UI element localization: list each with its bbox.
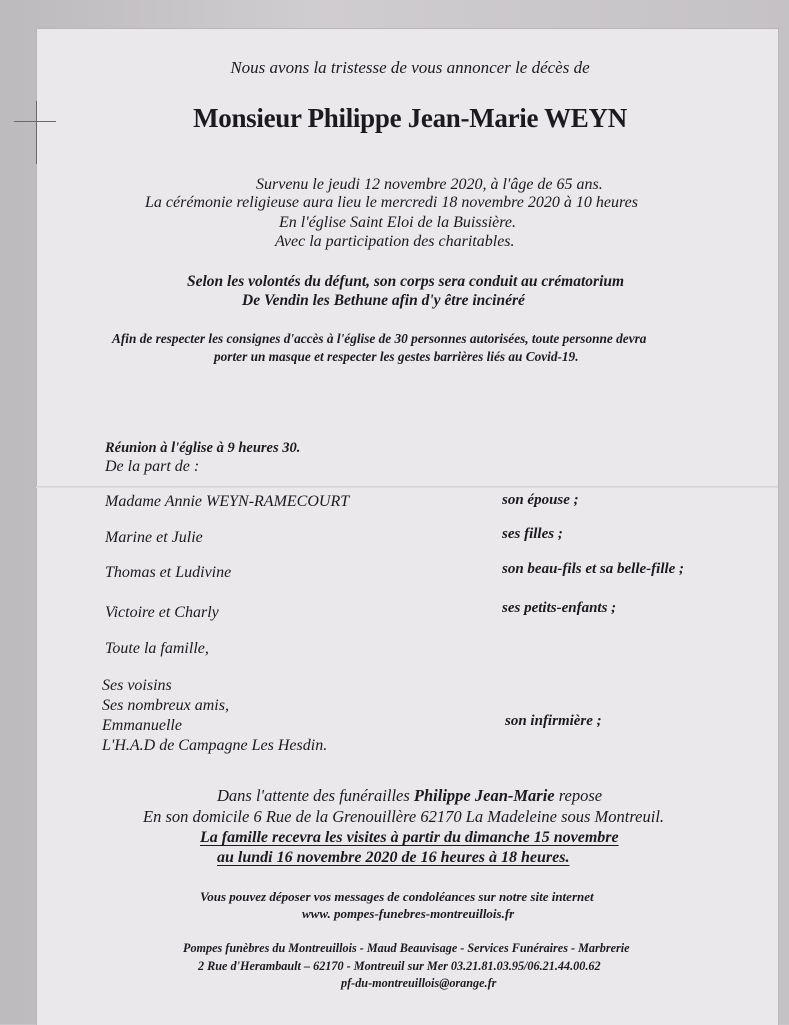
detail-line-1: Survenu le jeudi 12 novembre 2020, à l'âge de 65 ans. <box>256 176 603 193</box>
covid-line-1: Afin de respecter les consignes d'accès à l'église de 30 personnes autorisées, toute personne devra <box>112 331 647 346</box>
family-name-4: Victoire et Charly <box>105 604 219 621</box>
wishes-line-2: De Vendin les Bethune afin d'y être incinéré <box>242 292 525 309</box>
covid-line-2: porter un masque et respecter les gestes barrières liés au Covid-19. <box>214 349 579 364</box>
others-line-3: Emmanuelle <box>102 717 182 734</box>
meeting-text: Réunion à l'église à 9 heures 30. <box>105 440 301 456</box>
footer-line-2: 2 Rue d'Herambault – 62170 - Montreuil sur Mer 03.21.81.03.95/06.21.44.00.62 <box>198 959 601 973</box>
intro-text: Nous avons la tristesse de vous annoncer le décès de <box>230 58 590 77</box>
repose-line-1 <box>217 786 602 806</box>
visits-line-2: au lundi 16 novembre 2020 de 16 heures à 18 heures. <box>217 849 570 866</box>
repose-prefix: Dans l'attente des funérailles <box>217 786 410 805</box>
family-name-2: Marine et Julie <box>105 529 203 546</box>
others-line-4: L'H.A.D de Campagne Les Hesdin. <box>102 737 328 754</box>
family-relation-4: ses petits-enfants ; <box>502 600 617 616</box>
detail-line-4: Avec la participation des charitables. <box>275 233 515 250</box>
others-line-1: Ses voisins <box>102 677 172 694</box>
footer-line-3: pf-du-montreuillois@orange.fr <box>341 976 497 990</box>
repose-address: En son domicile 6 Rue de la Grenouillère 62170 La Madeleine sous Montreuil. <box>143 807 665 826</box>
visits-line-1: La famille recevra les visites à partir du dimanche 15 novembre <box>200 829 619 846</box>
condolences-site: www. pompes-funebres-montreuillois.fr <box>302 906 515 921</box>
repose-suffix: repose <box>558 786 603 805</box>
from-label: De la part de : <box>105 458 200 475</box>
deceased-name: Monsieur Philippe Jean-Marie WEYN <box>193 103 627 133</box>
repose-name: Philippe Jean-Marie <box>413 786 555 805</box>
family-name-5: Toute la famille, <box>105 640 209 657</box>
wishes-line-1: Selon les volontés du défunt, son corps sera conduit au crématorium <box>187 273 625 290</box>
fold-line <box>36 486 778 487</box>
crop-mark-vertical <box>36 101 37 164</box>
family-name-1: Madame Annie WEYN-RAMECOURT <box>105 493 350 510</box>
detail-line-3: En l'église Saint Eloi de la Buissière. <box>279 214 517 231</box>
family-relation-2: ses filles ; <box>502 526 563 542</box>
detail-line-2: La cérémonie religieuse aura lieu le mercredi 18 novembre 2020 à 10 heures <box>145 194 638 211</box>
condolences-text: Vous pouvez déposer vos messages de condoléances sur notre site internet <box>200 889 594 904</box>
family-relation-3: son beau-fils et sa belle-fille ; <box>502 561 685 577</box>
footer-line-1: Pompes funèbres du Montreuillois - Maud Beauvisage - Services Funéraires - Marbrerie <box>183 941 630 955</box>
family-name-3: Thomas et Ludivine <box>105 564 232 581</box>
crop-mark-horizontal <box>14 121 56 122</box>
others-line-2: Ses nombreux amis, <box>102 697 229 714</box>
family-relation-1: son épouse ; <box>502 492 579 508</box>
others-relation: son infirmière ; <box>505 713 602 729</box>
